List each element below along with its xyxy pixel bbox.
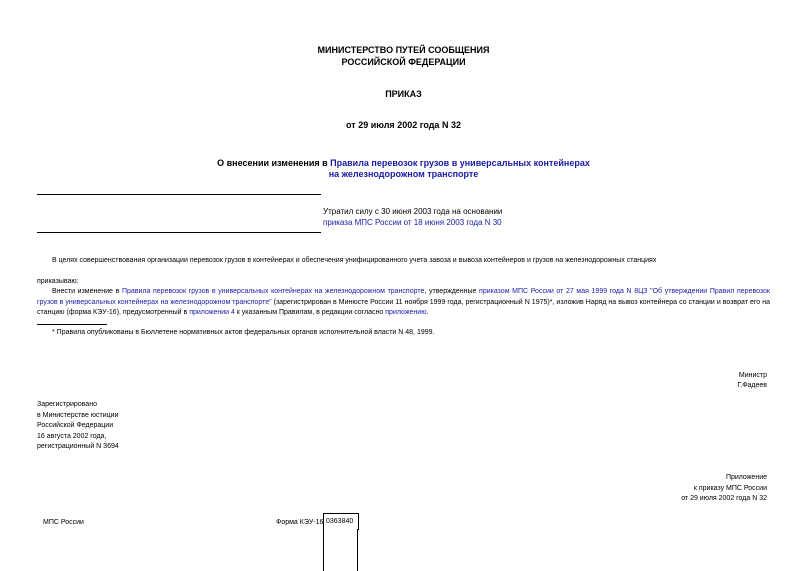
order-word: приказываю: <box>37 278 79 285</box>
title-link-rules[interactable]: Правила перевозок грузов в универсальных контейнерах <box>330 158 590 168</box>
appendix-block <box>600 473 767 505</box>
appendix-line2: к приказу МПС России <box>693 484 767 492</box>
link-order-8cz[interactable]: приказом МПС России от 27 мая 1999 года N 8ЦЗ "Об утверждении Правил перевозок грузов в универсальных контейнерах на железнодорожном транспорте" <box>37 288 770 306</box>
title-prefix: О внесении изменения в <box>217 158 331 168</box>
divider-top <box>37 194 321 195</box>
registration-line2: в Министерстве юстиции <box>37 411 119 419</box>
registration-block <box>37 400 119 453</box>
order-text-b: , утвержденные <box>424 288 480 295</box>
appendix-line1: Приложение <box>725 474 767 481</box>
registration-line1: Зарегистрировано <box>37 401 97 408</box>
registration-line3: Российской Федерации <box>37 422 114 430</box>
form-right-rule <box>357 529 358 571</box>
order-text-e: . <box>426 309 429 316</box>
footnote: * Правила опубликованы в Бюллетене нормативных актов федеральных органов исполнительной власти N 48, 1999. <box>52 329 435 336</box>
link-appendix-4[interactable]: приложении 4 <box>189 309 235 316</box>
registration-line5: регистрационный N 3694 <box>37 443 119 451</box>
title-link-rules-line2[interactable]: на железнодорожном транспорте <box>328 169 479 179</box>
status-link[interactable]: приказа МПС России от 18 июня 2003 года N 30 <box>323 218 502 227</box>
order-text-d: к указанным Правилам, в редакции согласно <box>234 309 386 316</box>
document-title <box>0 158 807 169</box>
link-rules[interactable]: Правила перевозок грузов в универсальных контейнерах на железнодорожном транспорте <box>121 288 425 295</box>
document-date: от 29 июля 2002 года N 32 <box>346 120 461 130</box>
order-text-a: Внести изменение в <box>52 288 122 295</box>
intro-paragraph: В целях совершенствования организации перевозок грузов в контейнерах и обеспечения унифицированного учета завоза и вывоза контейнеров и грузов на железнодорожных станциях <box>52 257 657 264</box>
form-label: Форма КЭУ-16 <box>276 519 324 526</box>
ministry-name-line2: РОССИЙСКОЙ ФЕДЕРАЦИИ <box>341 57 466 67</box>
form-code: 0363840 <box>326 518 354 525</box>
document-type: ПРИКАЗ <box>385 89 422 99</box>
status-note: Утратил силу с 30 июня 2003 года на основании <box>323 207 503 216</box>
ministry-name-line1: МИНИСТЕРСТВО ПУТЕЙ СООБЩЕНИЯ <box>317 45 490 55</box>
appendix-line3: от 29 июля 2002 года N 32 <box>681 495 767 503</box>
order-paragraph <box>37 287 770 319</box>
form-left-rule <box>323 529 324 571</box>
link-appendix[interactable]: приложению <box>385 309 427 316</box>
divider-bottom <box>37 232 321 233</box>
signature-title: Министр <box>738 372 767 379</box>
registration-line4: 16 августа 2002 года, <box>37 432 107 440</box>
form-org: МПС России <box>43 519 84 526</box>
order-text-c: (зарегистрирован в Минюсте России 11 ноября 1999 года, регистрационный N 1975)*, изложив Наряд на вывоз контейнера со станции и возврат его на станцию (форма КЭУ-16), предусмотренный в <box>37 298 770 316</box>
signature-name: Г.Фадеев <box>737 382 767 389</box>
footnote-divider <box>37 324 107 325</box>
